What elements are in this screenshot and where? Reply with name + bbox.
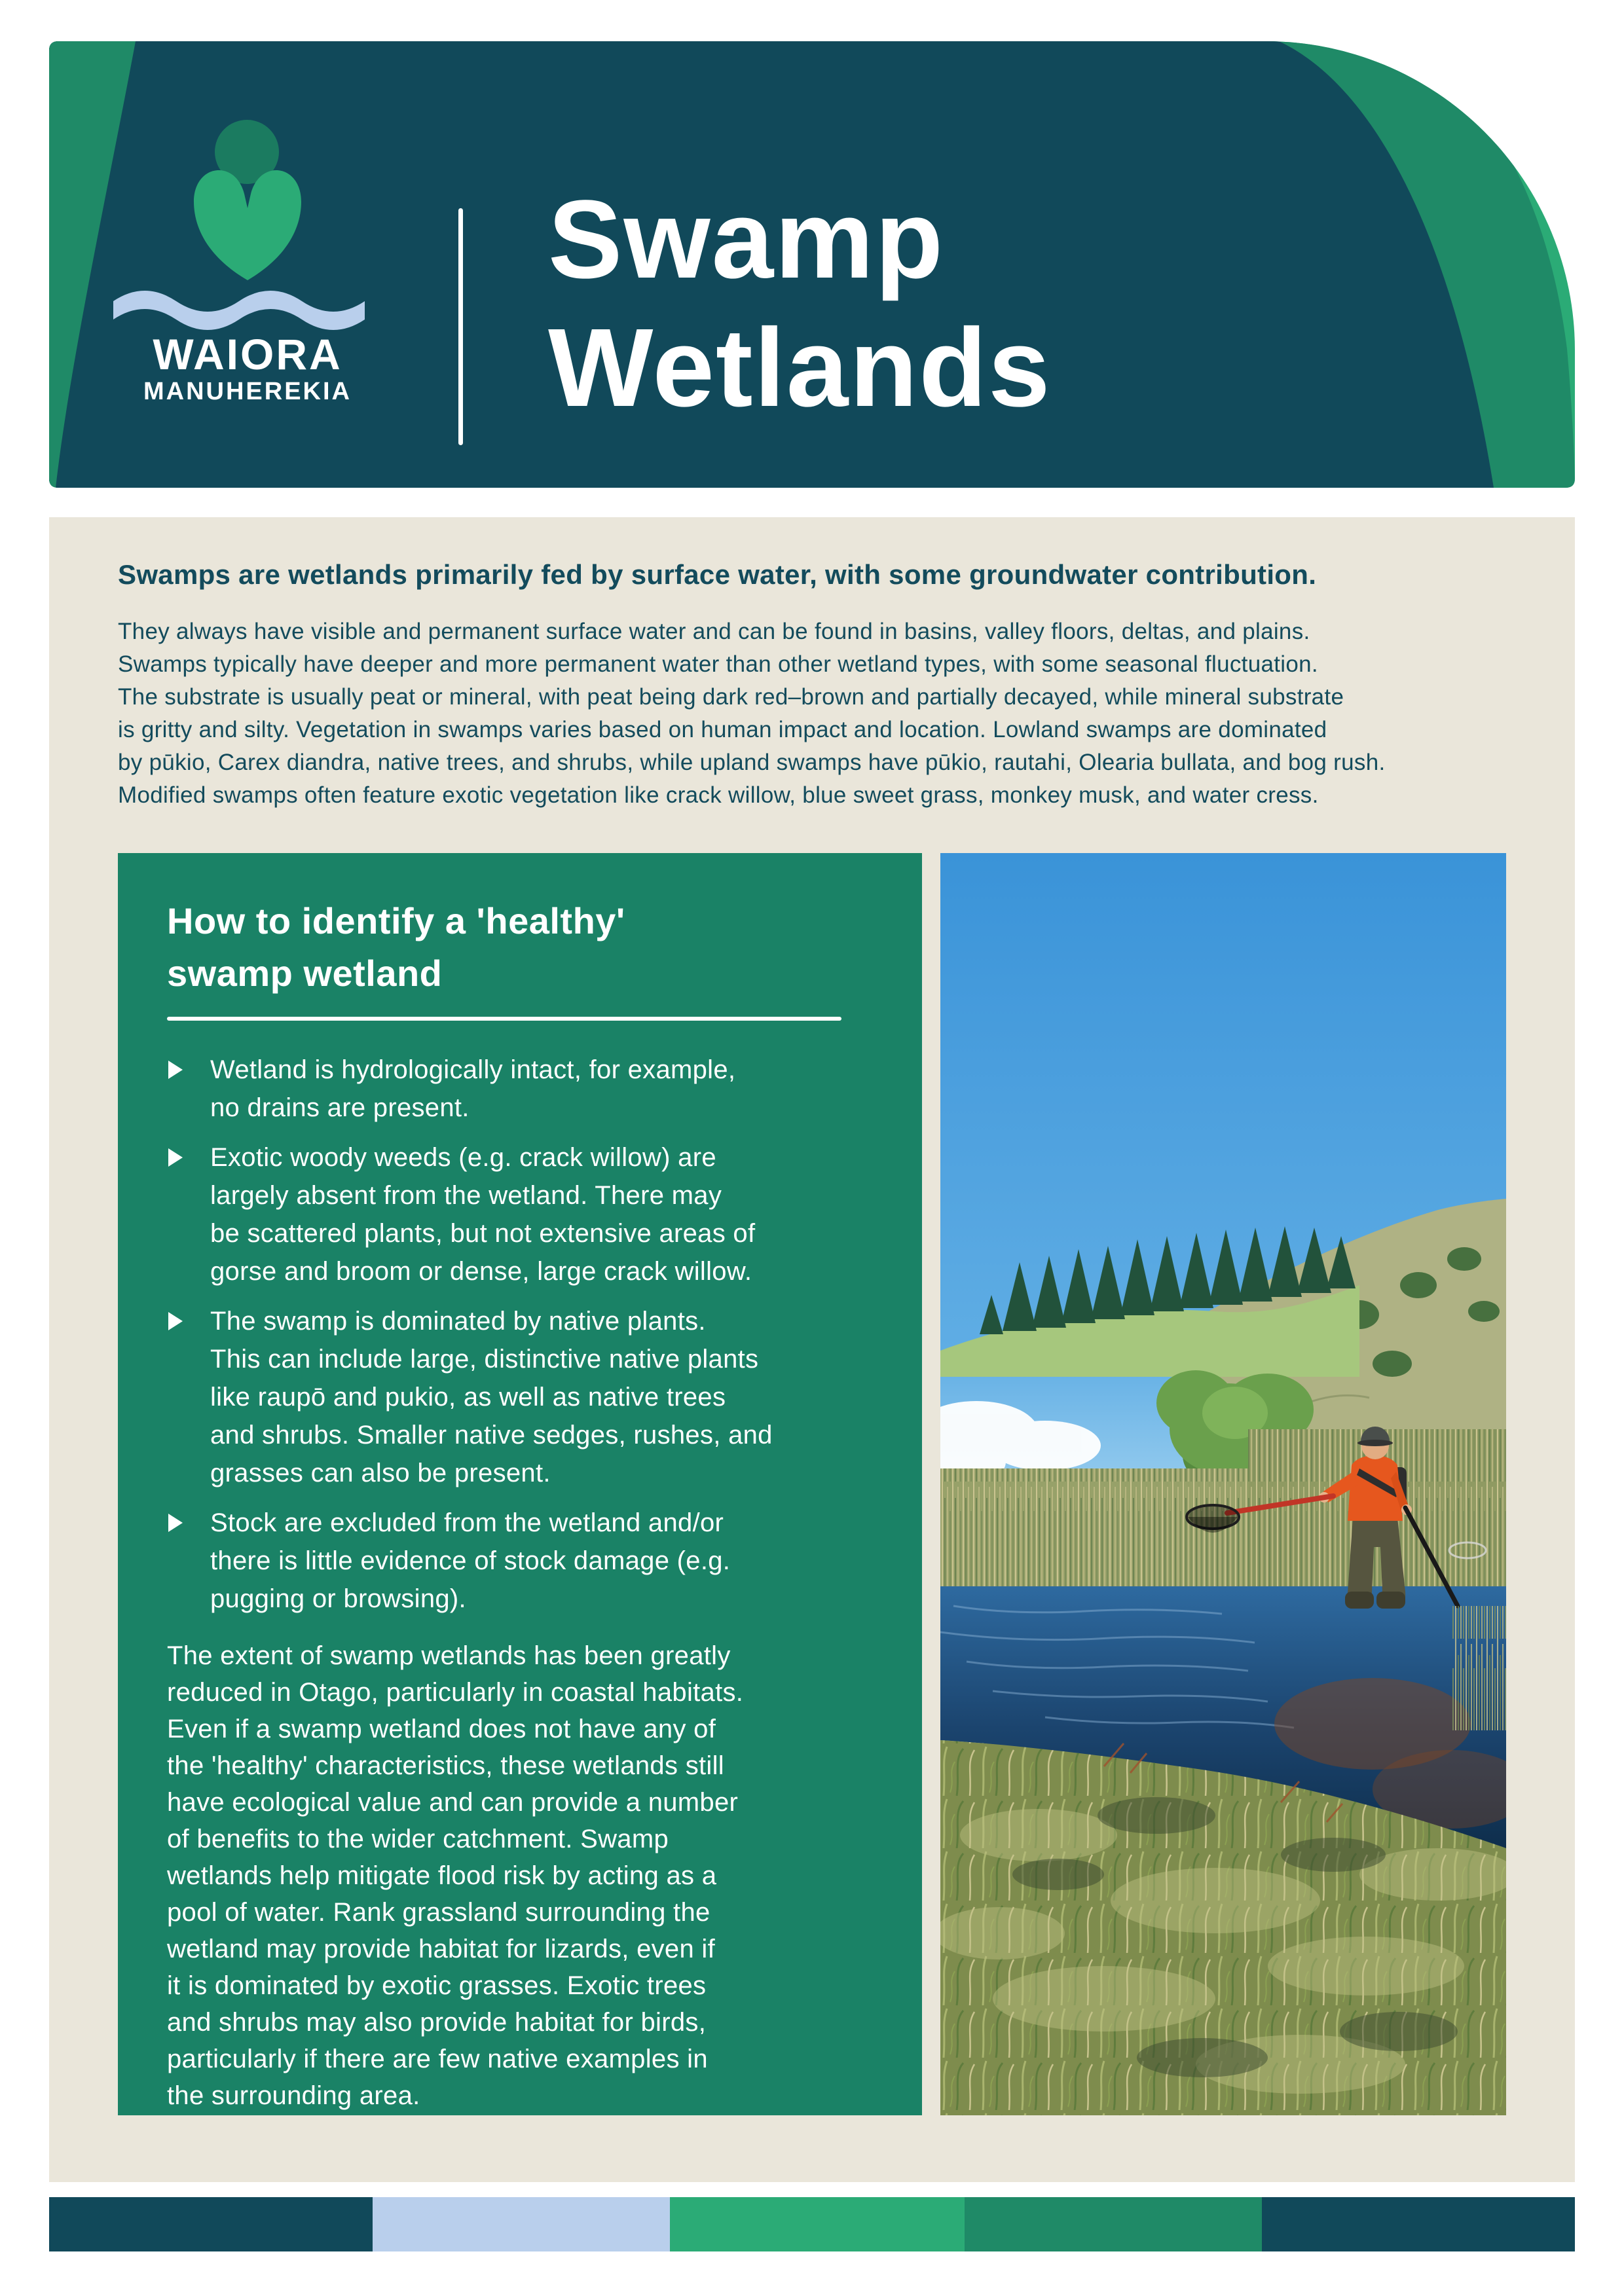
bullet-line: gorse and broom or dense, large crack willow. (210, 1257, 752, 1286)
intro-line: Modified swamps often feature exotic vegetation like crack willow, blue sweet grass, monkey musk, and water cress. (118, 782, 1319, 808)
intro-line: is gritty and silty. Vegetation in swamps varies based on human impact and location. Lowland swamps are dominated (118, 717, 1327, 742)
list-item (167, 1051, 886, 1127)
logo-waves-icon (113, 291, 365, 330)
bullet-line: like raupō and pukio, as well as native trees (210, 1383, 726, 1412)
intro-line: The substrate is usually peat or mineral, with peat being dark red–brown and partially decayed, while mineral substrate (118, 684, 1344, 710)
page-title (548, 175, 1052, 432)
intro-line: Swamps typically have deeper and more permanent water than other wetland types, with some seasonal fluctuation. (118, 651, 1318, 677)
bullet-line: grasses can also be present. (210, 1459, 551, 1487)
panel-heading-line-1: How to identify a 'healthy' (167, 900, 625, 941)
bullet-line: Exotic woody weeds (e.g. crack willow) are (210, 1143, 716, 1172)
bullet-line: there is little evidence of stock damage (e.g. (210, 1546, 731, 1575)
closing-line: of benefits to the wider catchment. Swamp (167, 1825, 669, 1853)
bullet-arrow-icon (167, 1504, 210, 1618)
footer-stripe-seagreen (965, 2197, 1262, 2251)
closing-line: wetland may provide habitat for lizards, even if (167, 1935, 716, 1963)
closing-line: pool of water. Rank grassland surrounding the (167, 1898, 710, 1927)
closing-line: have ecological value and can provide a number (167, 1788, 739, 1817)
list-item (167, 1139, 886, 1290)
closing-line: the surrounding area. (167, 2081, 420, 2110)
bullet-arrow-icon (167, 1139, 210, 1290)
waiora-logo-icon (110, 97, 385, 330)
bullet-text (210, 1302, 773, 1492)
footer-stripe-lightgreen (670, 2197, 965, 2251)
footer-stripe-band (49, 2197, 1575, 2251)
bullet-text (210, 1051, 735, 1127)
header-banner (49, 41, 1575, 488)
wetland-photo-art (940, 853, 1506, 2115)
bullet-arrow-icon (167, 1302, 210, 1492)
intro-paragraph (118, 615, 1506, 812)
bullet-text (210, 1139, 755, 1290)
panel-closing-paragraph (167, 1637, 886, 2114)
closing-line: The extent of swamp wetlands has been greatly (167, 1641, 731, 1670)
list-item (167, 1504, 886, 1618)
footer-stripe-teal-right (1262, 2197, 1575, 2251)
columns (118, 853, 1506, 2115)
bullet-arrow-icon (167, 1051, 210, 1127)
footer-stripe-lightblue (373, 2197, 670, 2251)
healthy-wetland-panel (118, 853, 922, 2115)
intro-headline: Swamps are wetlands primarily fed by surface water, with some groundwater contribution. (118, 559, 1317, 590)
intro-line: by pūkio, Carex diandra, native trees, and shrubs, while upland swamps have pūkio, rautahi, Olearia bullata, and bog rush. (118, 750, 1386, 775)
panel-heading (167, 895, 886, 1000)
footer-stripe-teal-left (49, 2197, 373, 2251)
panel-heading-line-2: swamp wetland (167, 953, 443, 994)
bullet-line: The swamp is dominated by native plants. (210, 1307, 706, 1336)
title-divider (458, 208, 463, 445)
bullet-text (210, 1504, 730, 1618)
wetland-photo (940, 853, 1506, 2115)
bullet-line: be scattered plants, but not extensive areas of (210, 1219, 756, 1248)
closing-line: wetlands help mitigate flood risk by acting as a (167, 1861, 717, 1890)
closing-line: and shrubs may also provide habitat for birds, (167, 2008, 707, 2037)
bullet-line: largely absent from the wetland. There may (210, 1181, 722, 1210)
bullet-list (167, 1051, 886, 1618)
closing-line: reduced in Otago, particularly in coastal habitats. (167, 1678, 744, 1707)
intro-line: They always have visible and permanent surface water and can be found in basins, valley floors, deltas, and plains. (118, 619, 1310, 644)
bullet-line: Wetland is hydrologically intact, for example, (210, 1055, 736, 1084)
heading-underline (167, 1017, 841, 1021)
brand-name: WAIORA (153, 330, 342, 378)
brand-subname: MANUHEREKIA (143, 378, 352, 405)
bullet-line: This can include large, distinctive native plants (210, 1345, 759, 1374)
closing-line: Even if a swamp wetland does not have any of (167, 1715, 716, 1743)
bullet-line: Stock are excluded from the wetland and/or (210, 1508, 724, 1537)
logo-leaf-icon (194, 170, 301, 280)
content-section (49, 517, 1575, 2182)
list-item (167, 1302, 886, 1492)
closing-line: particularly if there are few native examples in (167, 2045, 708, 2073)
closing-line: the 'healthy' characteristics, these wetlands still (167, 1751, 724, 1780)
title-line-1: Swamp (548, 177, 945, 302)
closing-line: it is dominated by exotic grasses. Exotic trees (167, 1971, 707, 2000)
bullet-line: pugging or browsing). (210, 1584, 466, 1613)
title-line-2: Wetlands (548, 306, 1052, 430)
bullet-line: no drains are present. (210, 1093, 470, 1122)
bullet-line: and shrubs. Smaller native sedges, rushes, and (210, 1421, 773, 1449)
